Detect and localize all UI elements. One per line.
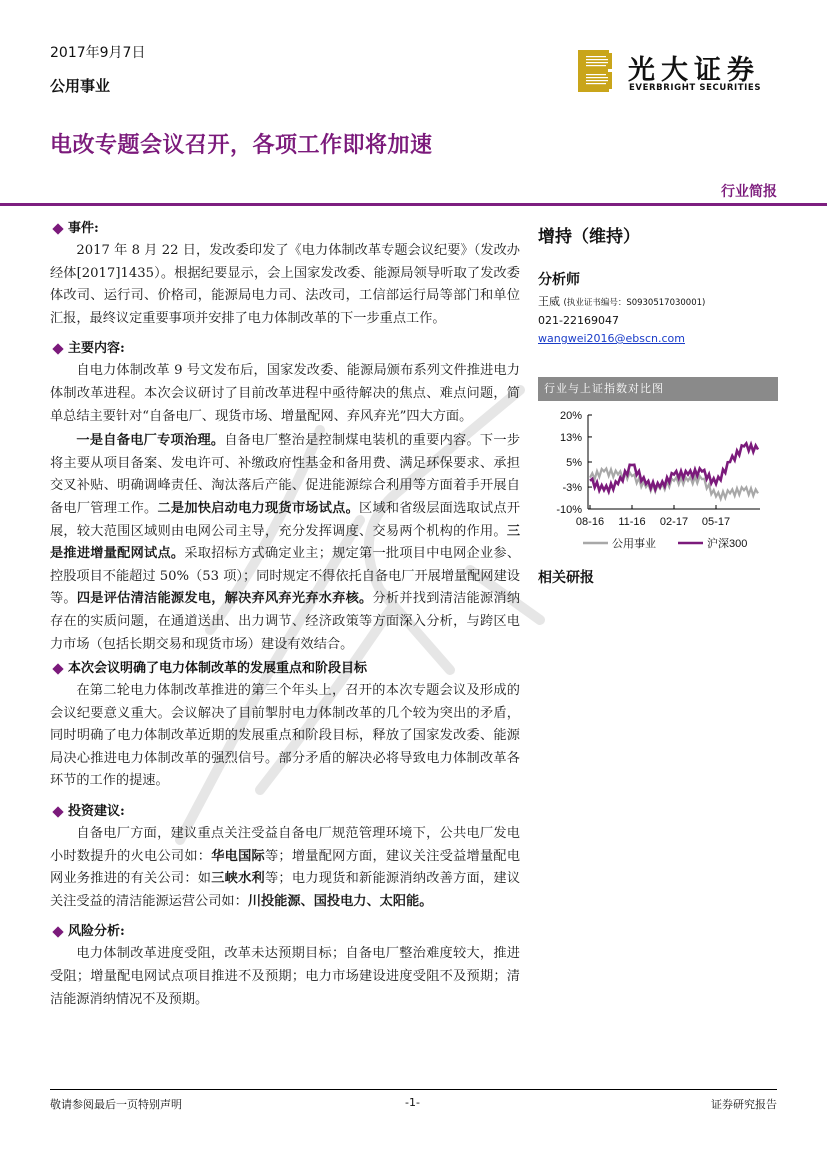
sector-label: 公用事业 bbox=[50, 77, 111, 95]
footer-report-label: 证券研究报告 bbox=[711, 1098, 777, 1111]
section-heading: 风险分析: bbox=[68, 924, 125, 940]
report-date: 2017年9月7日 bbox=[50, 45, 146, 61]
diamond-bullet-icon bbox=[52, 344, 63, 355]
paragraph: 2017 年 8 月 22 日，发改委印发了《电力体制改革专题会议纪要》（发改办经体[2017]1435）。根据纪要显示，会上国家发改委、能源局领导听取了发改委体改司、运行司、价格司，能源局电力司、法改司，工信部运行局等部门和单位汇报，最终议定重要事项并安排了电力体制改革的下一步重点工作。 bbox=[50, 243, 520, 326]
logo-english-name: EVERBRIGHT SECURITIES bbox=[629, 83, 762, 93]
section-event bbox=[50, 218, 520, 330]
svg-text:20%: 20% bbox=[559, 410, 582, 422]
analyst-name: 王威 bbox=[538, 295, 560, 308]
section-main-content bbox=[50, 338, 520, 656]
svg-text:08-16: 08-16 bbox=[575, 516, 605, 528]
svg-text:05-17: 05-17 bbox=[701, 516, 731, 528]
svg-text:-10%: -10% bbox=[556, 504, 582, 516]
analyst-cert: (执业证书编号：S0930517030001) bbox=[563, 298, 706, 308]
analyst-email-link[interactable]: wangwei2016@ebscn.com bbox=[538, 332, 685, 345]
section-meeting-focus bbox=[50, 658, 520, 793]
sidebar bbox=[538, 222, 778, 348]
svg-text:-3%: -3% bbox=[562, 482, 582, 495]
analyst-phone: 021-22169047 bbox=[538, 314, 619, 327]
header-divider bbox=[0, 203, 827, 206]
rating: 增持（维持） bbox=[538, 227, 640, 247]
svg-text:5%: 5% bbox=[566, 457, 582, 469]
svg-text:13%: 13% bbox=[559, 431, 582, 444]
section-heading: 本次会议明确了电力体制改革的发展重点和阶段目标 bbox=[68, 661, 368, 677]
legend-item-csi300: 沪深300 bbox=[707, 538, 748, 550]
main-body bbox=[50, 218, 520, 1013]
section-heading: 事件: bbox=[68, 221, 99, 236]
diamond-bullet-icon bbox=[52, 806, 63, 817]
svg-text:02-17: 02-17 bbox=[659, 516, 689, 528]
section-investment-advice bbox=[50, 801, 520, 913]
paragraph: 自备电厂方面，建议重点关注受益自备电厂规范管理环境下，公共电厂发电小时数提升的火电公司如：华电国际等；增量配网方面，建议关注受益增量配电网业务推进的有关公司：如三峡水利等；电力现货和新能源消纳改善方面，建议关注受益的清洁能源运营公司如：川投能源、国投电力、太阳能。 bbox=[50, 826, 521, 909]
everbright-logo-icon bbox=[578, 50, 612, 92]
diamond-bullet-icon bbox=[52, 223, 63, 234]
footer-divider bbox=[50, 1089, 777, 1090]
section-risk-analysis bbox=[50, 921, 520, 1011]
diamond-bullet-icon bbox=[52, 927, 63, 938]
analyst-name-line bbox=[538, 293, 778, 312]
related-reports-heading: 相关研报 bbox=[538, 570, 594, 586]
chart-title: 行业与上证指数对比图 bbox=[538, 377, 778, 401]
line-chart bbox=[538, 401, 778, 557]
section-heading: 投资建议: bbox=[68, 804, 125, 820]
page-title: 电改专题会议召开，各项工作即将加速 bbox=[50, 133, 433, 158]
analyst-heading: 分析师 bbox=[538, 272, 580, 288]
comparison-chart bbox=[538, 377, 778, 561]
report-type-label: 行业简报 bbox=[721, 184, 777, 200]
paragraph: 一是自备电厂专项治理。自备电厂整治是控制煤电装机的重要内容。下一步将主要从项目备案、发电许可、补缴政府性基金和备用费、满足环保要求、承担交叉补贴、明确调峰责任、淘汰落后产能、促进能源综合利用等方面着手开展自备电厂管理工作。二是加快启动电力现货市场试点。区域和省级层面选取试点开展，较大范围区域则由电网公司主导，充分发挥调度、交易两个机构的作用。三是推进增量配网试点。采取招标方式确定业主；规定第一批项目中电网企业参、控股项目不能超过 50%（53 项）；同时规定不得依托自备电厂开展增量配网建设等。四是评估清洁能源发电，解决弃风弃光弃水弃核。分析并找到清洁能源消纳存在的实质问题，在通道送出、出力调节、经济政策等方面深入分析，与跨区电力市场（包括长期交易和现货市场）建设有效结合。 bbox=[50, 433, 521, 652]
paragraph: 在第二轮电力体制改革推进的第三个年头上，召开的本次专题会议及形成的会议纪要意义重大。会议解决了目前掣肘电力体制改革的几个较为突出的矛盾，同时明确了电力体制改革近期的发展重点和阶段目标，释放了国家发改委、能源局决心推进电力体制改革的强烈信号。部分矛盾的解决必将导致电力体制改革各环节的工作的提速。 bbox=[50, 683, 520, 789]
paragraph: 自电力体制改革 9 号文发布后，国家发改委、能源局颁布系列文件推进电力体制改革进程。本次会议研讨了目前改革进程中亟待解决的焦点、难点问题，简单总结主要针对“自备电厂、现货市场、增量配网、弃风弃光”四大方面。 bbox=[50, 363, 520, 424]
footer-disclaimer: 敬请参阅最后一页特别声明 bbox=[50, 1098, 182, 1111]
logo-chinese-name: 光大证券 bbox=[628, 55, 760, 86]
company-logo bbox=[578, 48, 778, 98]
section-heading: 主要内容: bbox=[68, 341, 125, 357]
paragraph: 电力体制改革进度受阻，改革未达预期目标；自备电厂整治难度较大，推进受阻；增量配电网试点项目推进不及预期；电力市场建设进度受阻不及预期；清洁能源消纳情况不及预期。 bbox=[50, 946, 520, 1007]
svg-text:11-16: 11-16 bbox=[618, 516, 646, 528]
page-number: -1- bbox=[405, 1096, 420, 1109]
legend-item-utilities: 公用事业 bbox=[612, 538, 656, 550]
diamond-bullet-icon bbox=[52, 663, 63, 674]
